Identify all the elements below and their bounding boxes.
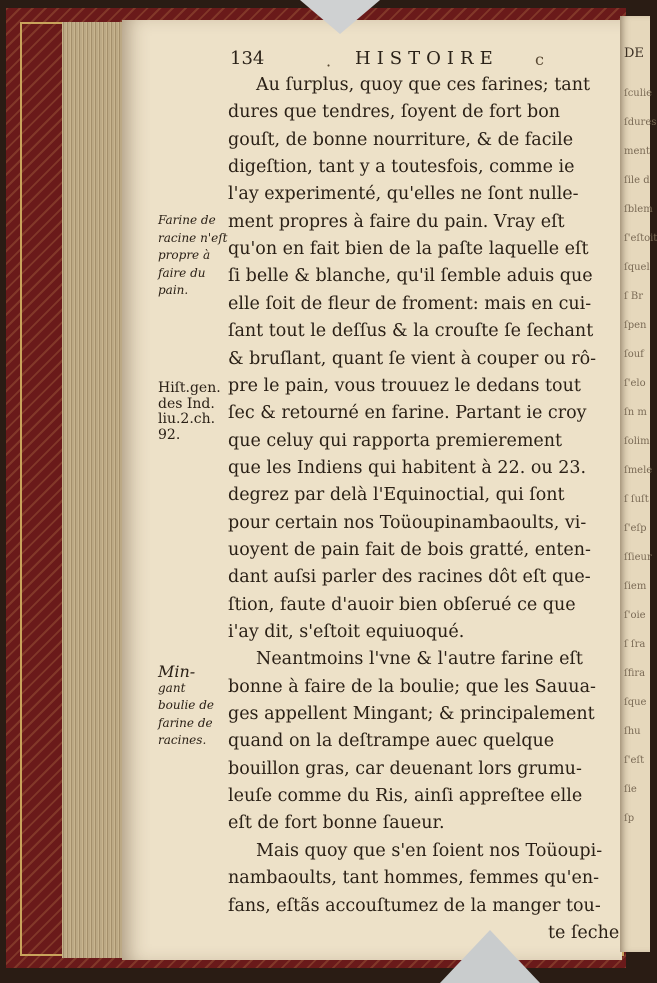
text-line: degrez par delà l'Equinoctial, qui ſont bbox=[228, 485, 565, 506]
page-edges bbox=[62, 22, 124, 958]
facing-page-fragment: ſ'oie bbox=[624, 610, 646, 621]
text-line: que celuy qui rapporta premierement bbox=[228, 430, 563, 451]
facing-page-fragment: ſiem bbox=[624, 581, 647, 592]
text-line: & bruſlant, quant ſe vient à couper ou rô- bbox=[228, 348, 597, 369]
next-page-head: DE bbox=[624, 46, 644, 61]
text-line: uoyent de pain fait de bois gratté, enten- bbox=[228, 539, 591, 560]
printer-ornament: c bbox=[535, 50, 544, 69]
facing-page-fragment: ſque bbox=[624, 697, 647, 708]
facing-page-fragment: ſblem bbox=[624, 204, 653, 215]
margin-note-line: Min- bbox=[158, 662, 196, 681]
margin-note-line: faire du bbox=[158, 265, 206, 280]
facing-page-fragment: ſhu bbox=[624, 726, 641, 737]
text-line: quand on la deſtrampe auec quelque bbox=[228, 731, 555, 752]
text-line: que les Indiens qui habitent à 22. ou 23. bbox=[228, 457, 587, 478]
facing-page-fragment: ſn m bbox=[624, 407, 647, 418]
facing-page-fragment: ſ ſuſt bbox=[624, 494, 649, 505]
facing-page-fragment: ſ Br bbox=[624, 291, 644, 302]
margin-note-line: farine de bbox=[158, 715, 213, 730]
margin-note-line: Hiſt.gen. bbox=[158, 380, 221, 396]
text-line: l'ay experimenté, qu'elles ne ſont nulle- bbox=[228, 184, 579, 205]
margin-note-line: propre à bbox=[158, 248, 211, 262]
facing-page-fragment: ſfira bbox=[624, 668, 646, 679]
facing-page-fragment: ſp bbox=[624, 813, 635, 824]
text-line: elle ſoit de fleur de froment: mais en cui- bbox=[228, 293, 592, 314]
text-line: dures que tendres, ſoyent de fort bon bbox=[228, 102, 561, 123]
text-line: digeſtion, tant y a toutesfois, comme ie bbox=[228, 157, 575, 178]
text-line: ſtion, faute d'auoir bien obſerué ce que bbox=[228, 594, 576, 615]
facing-page-fragment: ſſieur bbox=[624, 552, 652, 563]
margin-note-line: racine n'eſt bbox=[158, 230, 228, 245]
text-line: bonne à faire de la boulie; que les Sauua- bbox=[228, 676, 596, 697]
text-line: gouſt, de bonne nourriture, & de facile bbox=[228, 129, 574, 150]
text-line: fans, eſtãs accouſtumez de la manger tou- bbox=[228, 895, 601, 916]
facing-page-fragment: ſouf bbox=[624, 349, 644, 360]
facing-page-fragment: ſ ſra bbox=[624, 639, 646, 650]
facing-page-fragment: ſculie bbox=[624, 88, 653, 99]
facing-page-fragment: ſ'eſp bbox=[624, 523, 647, 534]
facing-page-fragment: ſolim bbox=[624, 436, 650, 447]
text-line: eſt de fort bonne ſaueur. bbox=[228, 813, 445, 834]
facing-page-fragment: ſ'eſt bbox=[624, 755, 645, 766]
text-line: Au ſurplus, quoy que ces farines; tant bbox=[256, 75, 591, 95]
text-line: leuſe comme du Ris, ainſi appreſtee elle bbox=[228, 786, 583, 807]
text-line: ſec & retourné en farine. Partant ie croy bbox=[228, 403, 587, 424]
margin-note-line: des Ind. bbox=[158, 395, 215, 412]
facing-page-fragment: ſ'elo bbox=[624, 378, 646, 389]
margin-note-line: boulie de bbox=[158, 698, 215, 712]
text-line: ſi belle & blanche, qu'il ſemble aduis que bbox=[228, 266, 593, 287]
margin-note-line: Farine de bbox=[158, 213, 216, 227]
margin-note-line: racines. bbox=[158, 733, 207, 747]
text-line: pour certain nos Toüoupinambaoults, vi- bbox=[228, 512, 587, 533]
facing-page-fragment: ment bbox=[624, 146, 650, 157]
text-line: pre le pain, vous trouuez le dedans tout bbox=[228, 375, 581, 396]
facing-page-fragment: ſdures bbox=[624, 117, 657, 128]
text-line: i'ay dit, s'eſtoit equiuoqué. bbox=[228, 622, 465, 642]
margin-note-line: liu.2.ch. bbox=[158, 411, 216, 427]
text-line: Mais quoy que s'en ſoient nos Toüoupi- bbox=[256, 840, 603, 861]
facing-page-fragment: ſile d bbox=[624, 175, 650, 186]
printer-ornament: · bbox=[326, 56, 332, 75]
facing-page-strip bbox=[620, 16, 657, 952]
text-line: qu'on en fait bien de la paſte laquelle eſt bbox=[228, 239, 589, 260]
text-line: dant auſsi parler des racines dôt eſt que- bbox=[228, 567, 591, 588]
facing-page-fragment: ſquel bbox=[624, 262, 650, 273]
page-clip-bottom bbox=[440, 930, 540, 983]
text-line: ment propres à faire du pain. Vray eſt bbox=[228, 211, 565, 232]
text-line: ſant tout le deſſus & la crouſte ſe ſechant bbox=[228, 321, 594, 342]
text-line: ges appellent Mingant; & principalement bbox=[228, 704, 595, 725]
facing-page-fragment: ſmele bbox=[624, 465, 653, 476]
page-number: 134 bbox=[230, 48, 265, 69]
facing-page-fragment: ſ'eſtoit bbox=[624, 233, 657, 244]
margin-note-line: 92. bbox=[158, 426, 181, 443]
facing-page-fragment: ſpen bbox=[624, 320, 647, 331]
margin-note-line: pain. bbox=[158, 283, 189, 297]
text-line: Neantmoins l'vne & l'autre farine eſt bbox=[256, 649, 583, 670]
page-clip-top bbox=[300, 0, 380, 34]
text-line: bouillon gras, car deuenant lors grumu- bbox=[228, 758, 582, 779]
facing-page-fragment: ſie bbox=[624, 784, 637, 795]
text-line: nambaoults, tant hommes, femmes qu'en- bbox=[228, 868, 600, 889]
margin-note-line: gant bbox=[158, 680, 186, 695]
running-title: HISTOIRE bbox=[355, 48, 499, 69]
text-line: te ſeche bbox=[548, 922, 620, 943]
